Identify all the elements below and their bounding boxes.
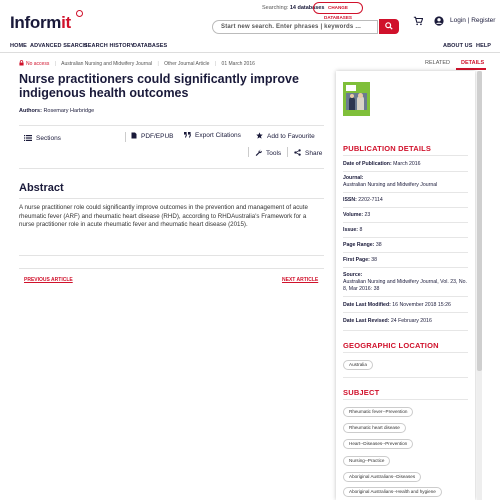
searching-label: Searching: 14 databases bbox=[262, 5, 325, 11]
tab-details[interactable]: DETAILS bbox=[461, 60, 485, 66]
publication-details-heading: PUBLICATION DETAILS bbox=[343, 144, 432, 153]
detail-first-page: First Page: 38 bbox=[343, 257, 378, 263]
divider bbox=[343, 237, 468, 238]
divider bbox=[19, 168, 324, 169]
details-panel bbox=[336, 71, 475, 500]
search-icon bbox=[385, 22, 393, 30]
divider bbox=[343, 222, 468, 223]
subject-chip[interactable]: Rheumatic heart disease bbox=[343, 423, 406, 433]
active-tab-indicator bbox=[456, 68, 486, 70]
user-icon[interactable] bbox=[434, 16, 444, 26]
divider bbox=[19, 255, 324, 256]
detail-issue: Issue: 8 bbox=[343, 227, 363, 233]
authors-line: Authors: Rosemary Harbridge bbox=[19, 108, 95, 114]
divider bbox=[343, 352, 468, 353]
detail-volume: Volume: 23 bbox=[343, 212, 371, 218]
journal-cover-image bbox=[343, 82, 370, 116]
journal-name[interactable]: Australian Nursing and Midwifery Journal bbox=[61, 61, 153, 67]
main-nav bbox=[0, 40, 500, 53]
separator bbox=[287, 147, 288, 157]
cart-icon[interactable] bbox=[413, 16, 423, 26]
geo-chip[interactable]: Australia bbox=[343, 360, 373, 370]
change-databases-button[interactable]: CHANGE DATABASES bbox=[313, 2, 363, 14]
geographic-location-heading: GEOGRAPHIC LOCATION bbox=[343, 341, 439, 350]
divider bbox=[343, 312, 468, 313]
divider bbox=[343, 296, 468, 297]
divider bbox=[343, 207, 468, 208]
subject-chip[interactable]: Aboriginal Australians--Health and hygiene bbox=[343, 487, 442, 497]
document-icon bbox=[131, 132, 137, 139]
divider bbox=[343, 330, 468, 331]
wrench-icon bbox=[255, 149, 262, 156]
quote-icon bbox=[184, 132, 191, 138]
tools-button[interactable]: Tools bbox=[255, 149, 281, 157]
detail-source: Source: Australian Nursing and Midwifery Journal, Vol. 23, No. 8, Mar 2016: 38 bbox=[343, 272, 467, 292]
detail-date-last-revised: Date Last Revised: 24 February 2016 bbox=[343, 318, 432, 324]
abstract-heading: Abstract bbox=[19, 182, 64, 194]
divider bbox=[19, 125, 324, 126]
divider bbox=[343, 155, 468, 156]
panel-scrollbar-thumb[interactable] bbox=[477, 71, 482, 371]
login-register-link[interactable]: Login | Register bbox=[450, 17, 496, 24]
detail-issn: ISSN: 2202-7114 bbox=[343, 197, 383, 203]
divider bbox=[343, 267, 468, 268]
nav-search-history[interactable]: SEARCH HISTORY bbox=[84, 43, 135, 49]
next-article-link[interactable]: NEXT ARTICLE bbox=[282, 277, 319, 283]
list-icon bbox=[24, 135, 32, 141]
abstract-text: A nurse practitioner role could significantly improve outcomes in the prevention and management of acute rheumatic fever (ARF) and rheumatic heart disease (RHD), according to RHDAustralia's Framework for a nurse practitioner role in acute rheumatic fever and rheumatic heart disease (2015). bbox=[19, 204, 308, 229]
access-status: No access bbox=[19, 61, 51, 67]
subject-heading: SUBJECT bbox=[343, 388, 380, 397]
nav-home[interactable]: HOME bbox=[10, 43, 27, 49]
lock-icon bbox=[19, 60, 24, 66]
detail-page-range: Page Range: 38 bbox=[343, 242, 382, 248]
sections-button[interactable]: Sections bbox=[24, 135, 61, 142]
subject-chip[interactable]: Heart--Diseases--Prevention bbox=[343, 439, 413, 449]
search-input[interactable]: Start new search. Enter phrases | keywords ... bbox=[212, 20, 378, 34]
subject-chip[interactable]: Nursing--Practice bbox=[343, 456, 390, 466]
article-type: Other Journal Article bbox=[164, 61, 210, 67]
detail-date-of-publication: Date of Publication: March 2016 bbox=[343, 161, 421, 167]
databases-count[interactable]: 14 databases bbox=[289, 5, 325, 11]
star-icon bbox=[256, 132, 263, 139]
detail-journal: Journal: Australian Nursing and Midwifery Journal bbox=[343, 175, 438, 188]
export-citations-button[interactable]: Export Citations bbox=[184, 132, 241, 139]
divider bbox=[343, 399, 468, 400]
detail-date-last-modified: Date Last Modified: 16 November 2018 15:26 bbox=[343, 302, 451, 308]
tab-related[interactable]: RELATED bbox=[425, 60, 450, 66]
top-header bbox=[0, 0, 500, 40]
subject-chip[interactable]: Rheumatic fever--Prevention bbox=[343, 407, 413, 417]
article-meta: No access | Australian Nursing and Midwifery Journal | Other Journal Article | 01 March 2016 bbox=[19, 60, 255, 67]
divider bbox=[19, 268, 324, 269]
add-to-favourite-button[interactable]: Add to Favourite bbox=[256, 132, 315, 140]
separator bbox=[248, 147, 249, 157]
separator bbox=[125, 132, 126, 142]
article-date: 01 March 2016 bbox=[221, 61, 255, 67]
divider bbox=[19, 198, 324, 199]
nav-about-us[interactable]: ABOUT US bbox=[443, 43, 473, 49]
divider bbox=[343, 252, 468, 253]
share-icon bbox=[294, 149, 301, 156]
pdf-epub-button[interactable]: PDF/EPUB bbox=[131, 132, 174, 140]
nav-advanced-search[interactable]: ADVANCED SEARCH bbox=[30, 43, 88, 49]
informit-logo[interactable]: Informit bbox=[10, 13, 71, 33]
logo-ring-icon bbox=[76, 10, 83, 17]
search-button[interactable] bbox=[379, 19, 399, 34]
divider bbox=[343, 192, 468, 193]
divider bbox=[343, 377, 468, 378]
subject-chip[interactable]: Aboriginal Australians--Diseases bbox=[343, 472, 421, 482]
nav-databases[interactable]: DATABASES bbox=[133, 43, 168, 49]
share-button[interactable]: Share bbox=[294, 149, 322, 157]
nav-help[interactable]: HELP bbox=[476, 43, 492, 49]
previous-article-link[interactable]: PREVIOUS ARTICLE bbox=[24, 277, 73, 283]
author-name[interactable]: Rosemary Harbridge bbox=[43, 108, 95, 114]
divider bbox=[343, 171, 468, 172]
article-title: Nurse practitioners could significantly improve indigenous health outcomes bbox=[19, 72, 299, 100]
